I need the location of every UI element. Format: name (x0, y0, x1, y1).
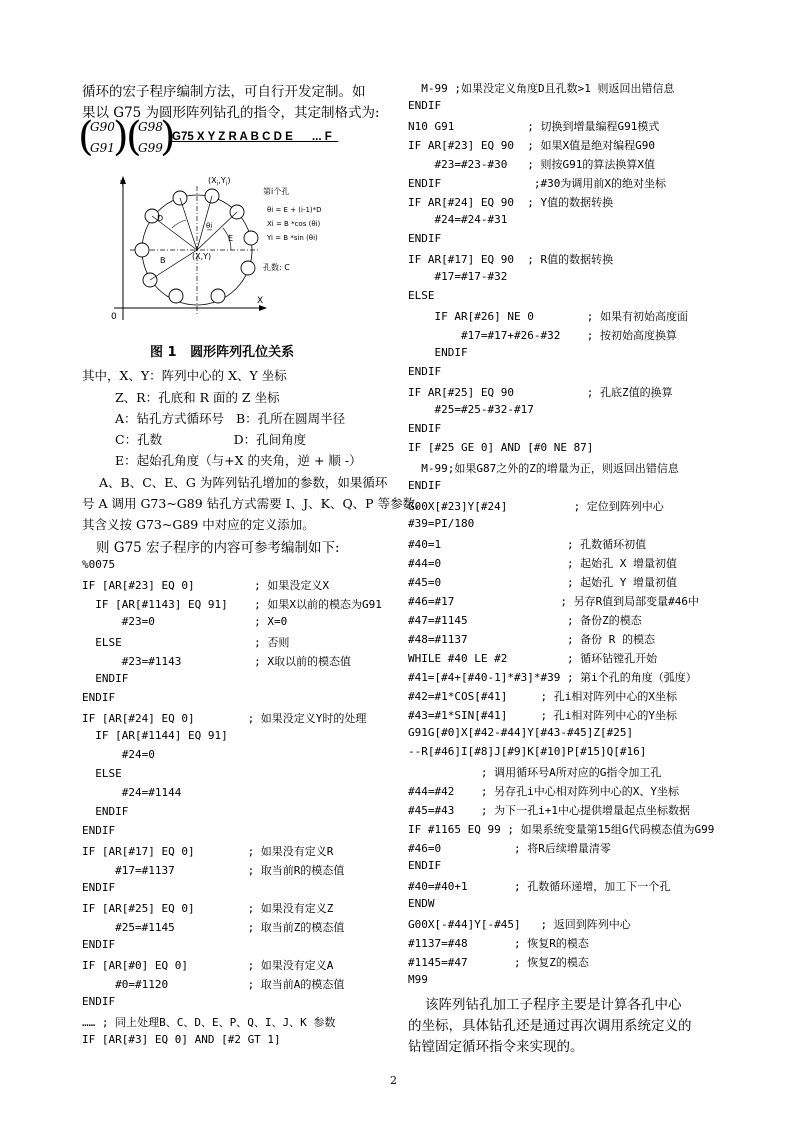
hole (244, 231, 258, 245)
code-line: ENDIF (408, 479, 442, 492)
code-line: #17=#17-#32 (408, 270, 508, 283)
code-line: #23=#1143 ; X取以前的模态值 (82, 655, 352, 668)
code-line: #1137=#48 ; 恢复R的模态 (408, 937, 589, 950)
origin-label: 0 (111, 312, 117, 322)
code-line: ENDW (408, 897, 435, 910)
code-line: ENDIF (82, 805, 129, 818)
code-line: ELSE (408, 289, 435, 302)
code-line: #24=0 (82, 748, 155, 761)
def-line-5: E：起始孔角度（与+X 的夹角，逆 + 顺 -） (115, 453, 362, 468)
intro-line-2: 果以 G75 为圆形阵列钻孔的指令，其定制格式为: (82, 105, 380, 121)
code-line: %0075 (82, 558, 116, 571)
code-line: IF AR[#23] EQ 90 ; 如果X值是绝对编程G90 (408, 139, 655, 152)
fmt-g90: G90 (90, 120, 115, 134)
figure-caption: 图 1 圆形阵列孔位关系 (150, 345, 295, 360)
axis-y-label: Y (120, 180, 126, 190)
code-line: #46=0 ; 将R后续增量清零 (408, 842, 611, 855)
hole-i-label: 第i个孔 (263, 187, 290, 196)
paren-close-2: ) (160, 114, 176, 160)
code-line: ; 调用循环号A所对应的G指令加工孔 (408, 766, 662, 779)
code-line: #44=#42 ; 另存孔i中心相对阵列中心的X、Y坐标 (408, 785, 679, 798)
def-line-1: 其中，X、Y：阵列中心的 X、Y 坐标 (82, 368, 287, 383)
code-line: IF [#25 GE 0] AND [#0 NE 87] (408, 441, 594, 454)
code-line: #39=PI/180 (408, 517, 475, 530)
axis-x-label: X (257, 296, 264, 306)
para-line-1: A、B、C、E、G 为阵列钻孔增加的参数，如果循环 (99, 475, 388, 490)
code-line: #1145=#47 ; 恢复Z的模态 (408, 956, 589, 969)
code-line: #23=#23-#30 ; 则按G91的算法换算X值 (408, 158, 655, 171)
para-line-4: 则 G75 宏子程序的内容可参考编制如下: (96, 540, 340, 556)
angle-e-label: E (228, 234, 234, 243)
code-line: #24=#1144 (82, 786, 182, 799)
page-number: 2 (390, 1074, 397, 1087)
para-line-3: 其含义按 G73~G89 中对应的定义添加。 (82, 517, 315, 532)
intro-line-1: 循环的宏子程序编制方法，可自行开发定制。如 (82, 84, 366, 100)
code-line: IF AR[#24] EQ 90 ; Y值的数据转换 (408, 196, 614, 209)
code-line: M99 (408, 973, 428, 986)
code-line: ENDIF (408, 99, 442, 112)
code-line: …… ; 同上处理B、C、D、E、P、Q、I、J、K 参数 (82, 1016, 336, 1029)
code-line: #40=1 ; 孔数循环初值 (408, 538, 647, 551)
para-line-2: 号 A 调用 G73~G89 钻孔方式需要 I、J、K、Q、P 等参数, (82, 496, 420, 511)
code-line: ENDIF (82, 824, 116, 837)
code-line: #43=#1*SIN[#41] ; 孔i相对阵列中心的Y坐标 (408, 709, 677, 722)
eq-theta: θi = E + (i-1)*D (267, 206, 322, 214)
angle-d-label: D (157, 214, 164, 223)
code-line: #47=#1145 ; 备份Z的模态 (408, 614, 642, 627)
def-line-3: A：钻孔方式循环号 B：孔所在圆周半径 (115, 411, 346, 426)
figure-1 (100, 172, 322, 332)
code-line: ENDIF (408, 365, 442, 378)
theta-label: θi (206, 222, 213, 230)
hole (135, 243, 149, 257)
fmt-g98: G98 (138, 120, 163, 134)
code-line: IF [AR[#17] EQ 0] ; 如果没有定义R (82, 845, 334, 858)
fmt-g91: G91 (90, 141, 115, 155)
code-line: IF #1165 EQ 99 ; 如果系统变量第15组G代码模态值为G99 (408, 823, 715, 836)
code-line: ENDIF (82, 881, 116, 894)
code-line: ELSE ; 否则 (82, 636, 290, 649)
code-line: IF [AR[#1144] EQ 91] (82, 729, 228, 742)
code-line: M-99 ;如果没定义角度D且孔数>1 则返回出错信息 (408, 82, 675, 95)
code-line: #24=#24-#31 (408, 213, 508, 226)
code-line: --R[#46]I[#8]J[#9]K[#10]P[#15]Q[#16] (408, 745, 647, 758)
code-line: IF AR[#17] EQ 90 ; R值的数据转换 (408, 253, 614, 266)
code-line: ENDIF (82, 691, 116, 704)
hole (211, 289, 225, 303)
hole-count-label: 孔数: C (263, 263, 290, 272)
code-line: #44=0 ; 起始孔 X 增量初值 (408, 557, 678, 570)
code-line: ENDIF (82, 995, 116, 1008)
summary-line-3: 钻镗固定循环指令来实现的。 (408, 1039, 584, 1055)
code-line: G00X[#23]Y[#24] ; 定位到阵列中心 (408, 500, 664, 513)
summary-line-1: 该阵列钻孔加工子程序主要是计算各孔中心 (425, 997, 682, 1013)
paren-open-2: ( (126, 114, 142, 160)
code-line: #45=#43 ; 为下一孔i+1中心提供增量起点坐标数据 (408, 804, 690, 817)
def-line-2: Z、R：孔底和 R 面的 Z 坐标 (115, 390, 280, 405)
code-line: G91G[#0]X[#42-#44]Y[#43-#45]Z[#25] (408, 726, 634, 739)
def-line-4: C：孔数 D：孔间角度 (115, 432, 307, 447)
eq-yi: Yi = B *sin (θi) (267, 234, 318, 242)
hole (169, 289, 183, 303)
code-line: ENDIF (408, 422, 442, 435)
code-line: G00X[-#44]Y[-#45] ; 返回到阵列中心 (408, 918, 631, 931)
radius-b-label: B (160, 256, 166, 265)
fmt-command: G75 X Y Z R A B C D E _ ... F_ (172, 131, 339, 143)
code-line: IF [AR[#3] EQ 0] AND [#2 GT 1] (82, 1033, 281, 1046)
code-line: IF AR[#26] NE 0 ; 如果有初始高度面 (408, 310, 689, 323)
code-line: WHILE #40 LE #2 ; 循环钻镗孔开始 (408, 652, 658, 665)
code-line: #46=#17 ; 另存R值到局部变量#46中 (408, 595, 700, 608)
d-arc (172, 220, 186, 228)
code-line: #23=0 ; X=0 (82, 615, 288, 628)
code-line: #25=#1145 ; 取当前Z的模态值 (82, 921, 345, 934)
radius-b (150, 250, 197, 280)
code-line: #17=#17+#26-#32 ; 按初始高度换算 (408, 329, 678, 342)
code-line: #42=#1*COS[#41] ; 孔i相对阵列中心的X坐标 (408, 690, 677, 703)
code-line: ENDIF (408, 346, 468, 359)
code-line: M-99;如果G87之外的Z的增量为正，则返回出错信息 (408, 462, 679, 475)
hole-i-coord: $(X_i,Y_i)$ (208, 176, 231, 188)
code-line: ELSE (82, 767, 122, 780)
code-line: ENDIF (408, 859, 442, 872)
code-line: IF [AR[#25] EQ 0] ; 如果没有定义Z (82, 902, 334, 915)
code-line: #40=#40+1 ; 孔数循环递增，加工下一个孔 (408, 880, 671, 893)
radius-e (197, 212, 237, 250)
code-line: IF AR[#25] EQ 90 ; 孔底Z值的换算 (408, 386, 673, 399)
code-line: #45=0 ; 起始孔 Y 增量初值 (408, 576, 678, 589)
code-line: N10 G91 ; 切换到增量编程G91模式 (408, 120, 660, 133)
hole (241, 261, 255, 275)
code-line: IF [AR[#0] EQ 0] ; 如果没有定义A (82, 959, 334, 972)
code-line: #0=#1120 ; 取当前A的模态值 (82, 978, 345, 991)
code-line: #48=#1137 ; 备份 R 的模态 (408, 633, 656, 646)
code-line: IF [AR[#23] EQ 0] ; 如果没定义X (82, 579, 330, 592)
center-label: (X,Y) (192, 252, 212, 261)
code-line: IF [AR[#24] EQ 0] ; 如果没定义Y时的处理 (82, 712, 367, 725)
holes (135, 189, 258, 303)
code-line: ENDIF (408, 232, 442, 245)
paren-close-1: ) (113, 114, 129, 160)
code-line: IF [AR[#1143] EQ 91] ; 如果X以前的模态为G91 (82, 598, 382, 611)
radius-d2 (180, 198, 197, 250)
code-line: ENDIF ;#30为调用前X的绝对坐标 (408, 177, 666, 190)
code-line: #25=#25-#32-#17 (408, 403, 534, 416)
code-line: ENDIF (82, 938, 116, 951)
summary-line-2: 的坐标，具体钻孔还是通过再次调用系统定义的 (408, 1018, 692, 1034)
code-line: #41=[#4+[#40-1]*#3]*#39 ; 第i个孔的角度（弧度） (408, 671, 697, 684)
fmt-g99: G99 (138, 141, 163, 155)
code-line: ENDIF (82, 672, 129, 685)
eq-xi: Xi = B *cos (θi) (267, 220, 321, 228)
code-line: #17=#1137 ; 取当前R的模态值 (82, 864, 345, 877)
paren-open-1: ( (78, 114, 94, 160)
